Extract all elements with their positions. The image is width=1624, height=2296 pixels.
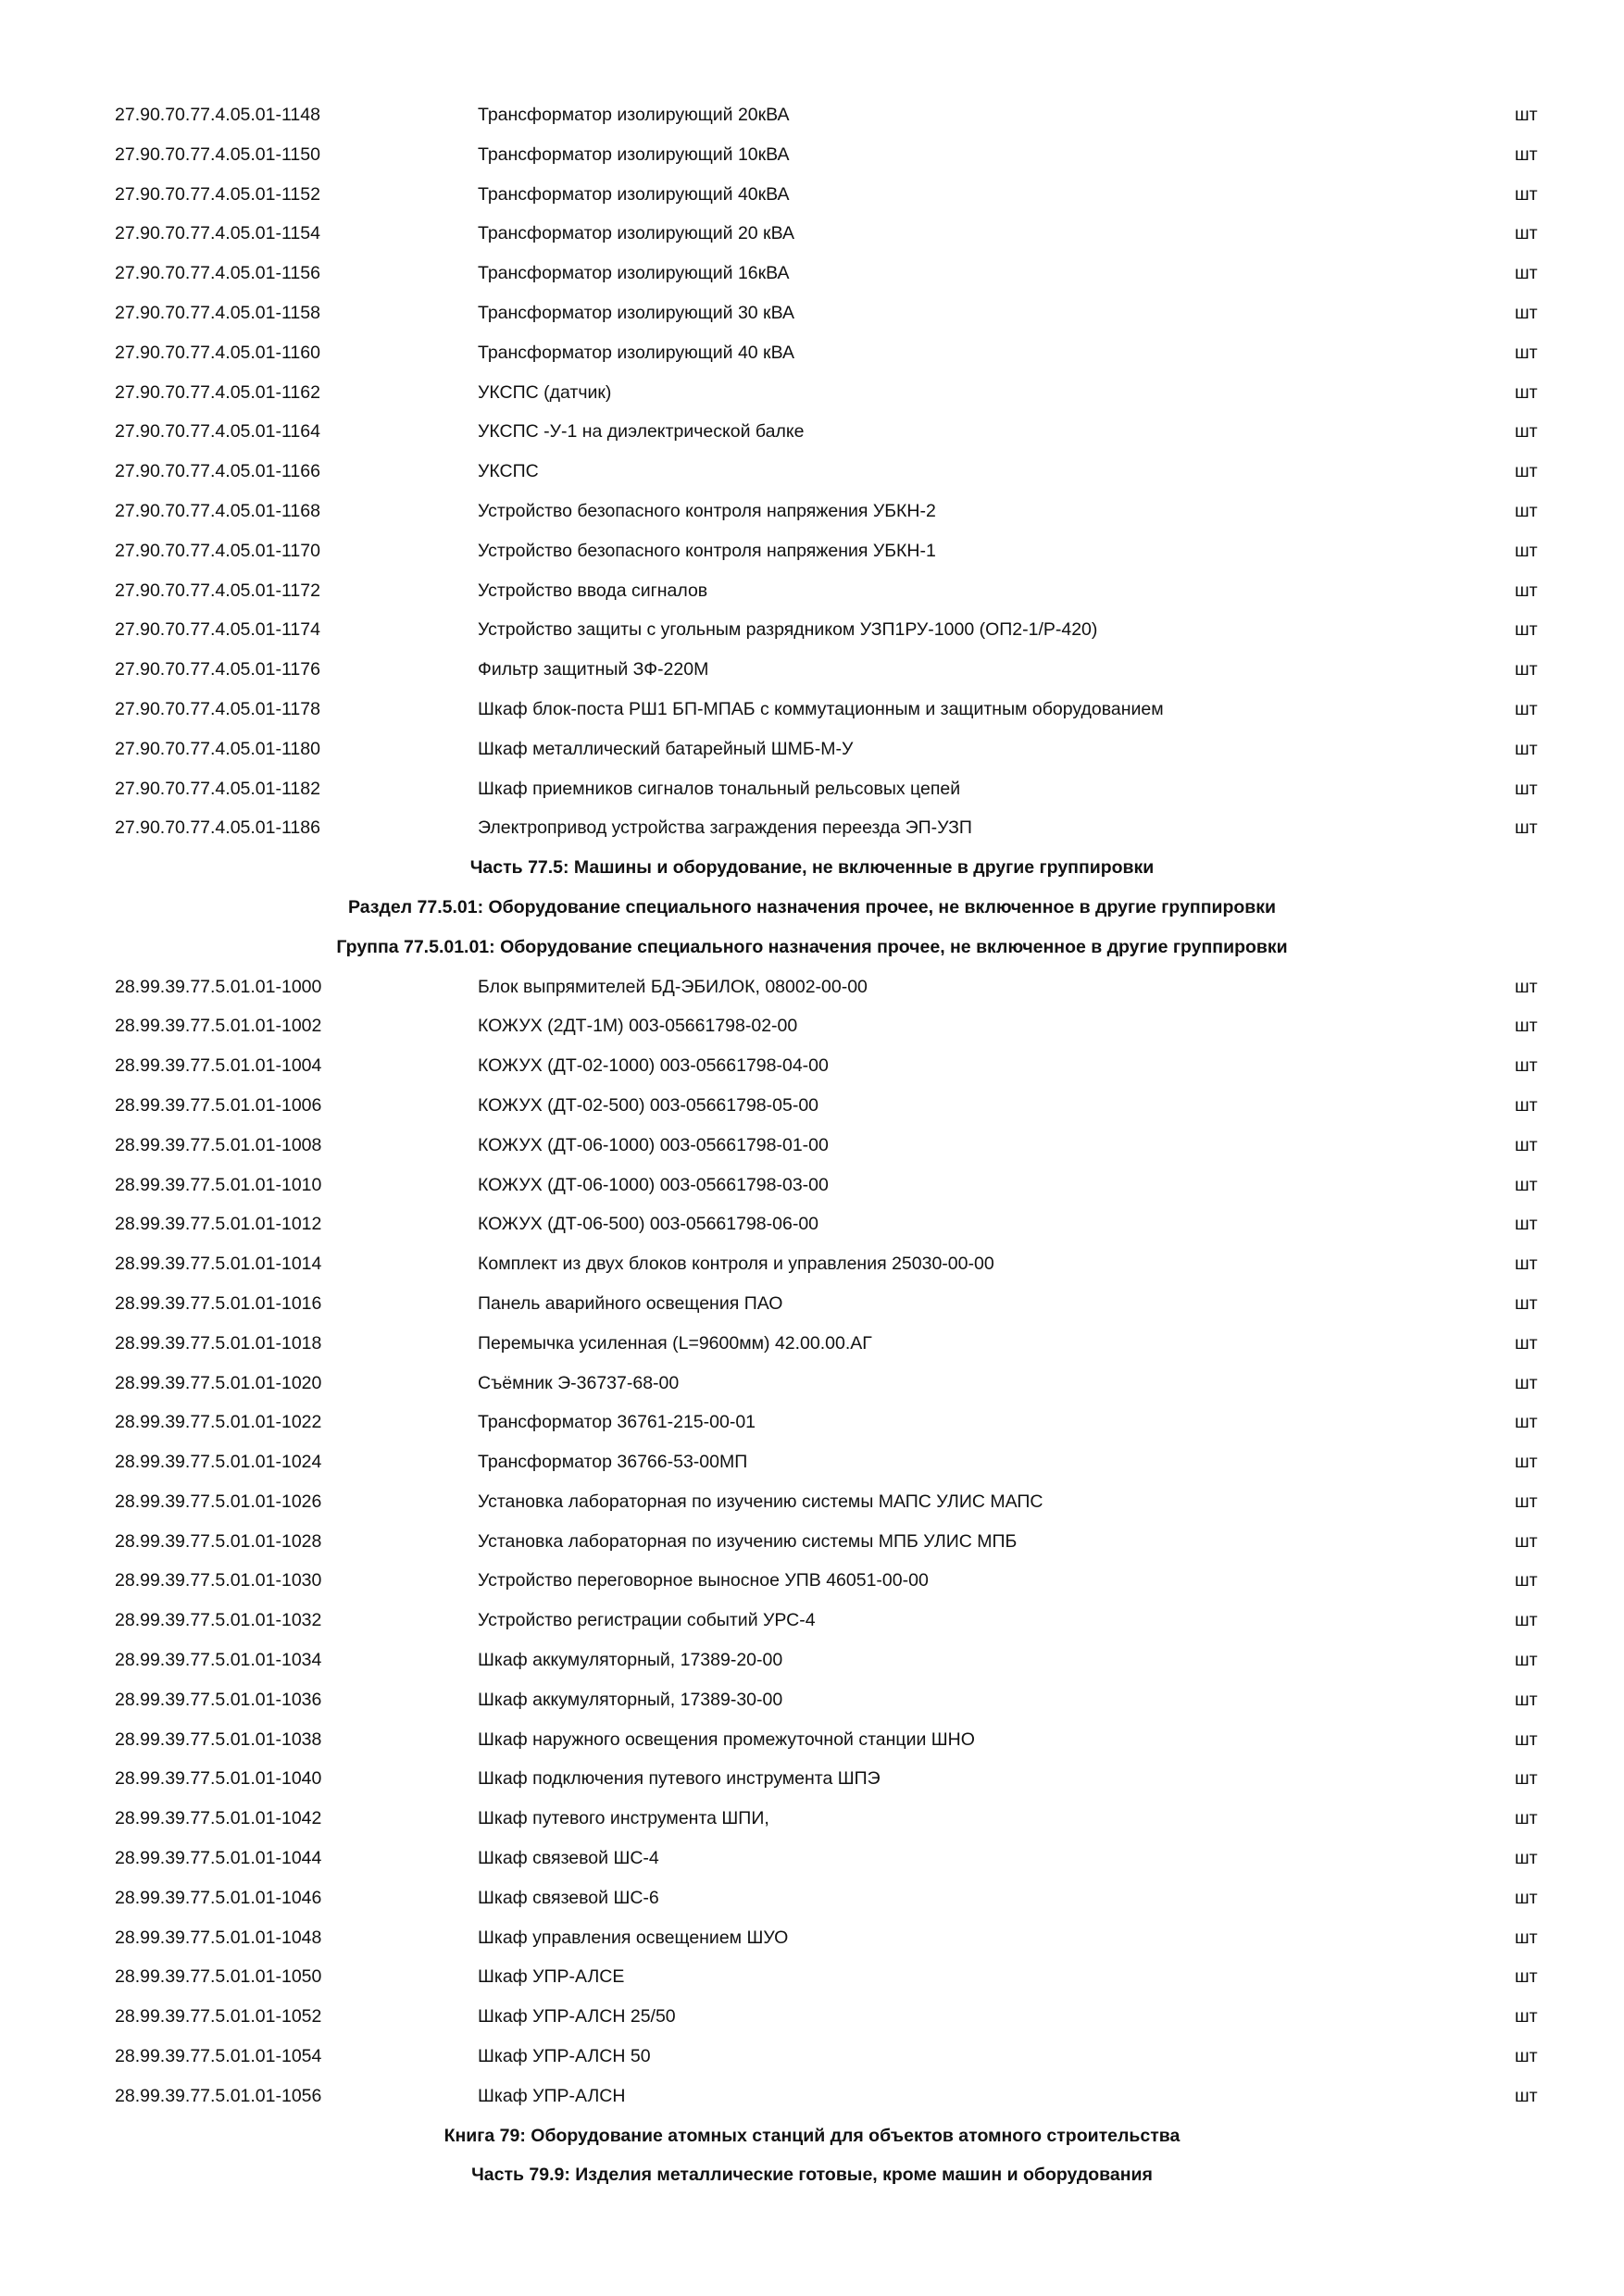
- item-name: Трансформатор изолирующий 40 кВА: [478, 342, 794, 363]
- item-name: Установка лабораторная по изучению системы МПБ УЛИС МПБ: [478, 1530, 1018, 1552]
- table-row: [0, 254, 1624, 293]
- section-heading-text: Книга 79: Оборудование атомных станций для объектов атомного строительства: [443, 2125, 1181, 2146]
- section-heading: [0, 2155, 1624, 2195]
- item-unit: шт: [1515, 1016, 1538, 1037]
- item-name: Съёмник Э-36737-68-00: [478, 1372, 680, 1393]
- table-row: [0, 412, 1624, 452]
- item-unit: шт: [1515, 659, 1538, 680]
- item-unit: шт: [1515, 1610, 1538, 1631]
- item-code: 28.99.39.77.5.01.01-1026: [115, 1491, 322, 1512]
- table-row: [0, 1126, 1624, 1166]
- item-unit: шт: [1515, 1094, 1538, 1116]
- item-code: 28.99.39.77.5.01.01-1014: [115, 1254, 322, 1275]
- item-unit: шт: [1515, 1332, 1538, 1354]
- item-unit: шт: [1515, 1412, 1538, 1433]
- item-unit: шт: [1515, 1134, 1538, 1155]
- item-name: Шкаф УПР-АЛСН 50: [478, 2046, 651, 2067]
- item-code: 28.99.39.77.5.01.01-1052: [115, 2006, 322, 2028]
- item-code: 28.99.39.77.5.01.01-1032: [115, 1610, 322, 1631]
- item-unit: шт: [1515, 1530, 1538, 1552]
- table-row: [0, 135, 1624, 175]
- item-name: Шкаф приемников сигналов тональный рельсовых цепей: [478, 778, 961, 799]
- section-heading-text: Часть 79.9: Изделия металлические готовые, кроме машин и оборудования: [471, 2165, 1153, 2186]
- item-unit: шт: [1515, 2006, 1538, 2028]
- item-code: 27.90.70.77.4.05.01-1154: [115, 223, 320, 244]
- table-row: [0, 1997, 1624, 2037]
- item-unit: шт: [1515, 778, 1538, 799]
- item-unit: шт: [1515, 1055, 1538, 1077]
- table-row: [0, 1364, 1624, 1404]
- table-row: [0, 650, 1624, 690]
- table-row: [0, 967, 1624, 1007]
- item-code: 28.99.39.77.5.01.01-1018: [115, 1332, 322, 1354]
- item-name: УКСПС: [478, 461, 539, 482]
- item-code: 28.99.39.77.5.01.01-1006: [115, 1094, 322, 1116]
- item-unit: шт: [1515, 105, 1538, 125]
- table-row: [0, 373, 1624, 413]
- table-row: [0, 1839, 1624, 1878]
- item-unit: шт: [1515, 1808, 1538, 1829]
- item-name: Комплект из двух блоков контроля и управления 25030-00-00: [478, 1254, 994, 1275]
- table-row: [0, 1641, 1624, 1680]
- table-row: [0, 730, 1624, 769]
- item-unit: шт: [1515, 1887, 1538, 1908]
- section-heading: [0, 848, 1624, 888]
- item-unit: шт: [1515, 1174, 1538, 1195]
- item-unit: шт: [1515, 1689, 1538, 1710]
- item-unit: шт: [1515, 342, 1538, 363]
- table-row: [0, 1759, 1624, 1799]
- table-row: [0, 2037, 1624, 2077]
- item-unit: шт: [1515, 302, 1538, 323]
- item-code: 28.99.39.77.5.01.01-1022: [115, 1412, 322, 1433]
- item-unit: шт: [1515, 976, 1538, 997]
- item-code: 28.99.39.77.5.01.01-1030: [115, 1570, 322, 1591]
- item-code: 27.90.70.77.4.05.01-1152: [115, 183, 320, 205]
- item-name: Устройство ввода сигналов: [478, 580, 708, 601]
- item-code: 27.90.70.77.4.05.01-1182: [115, 778, 320, 799]
- item-name: Шкаф связевой ШС-6: [478, 1887, 659, 1908]
- table-row: [0, 1046, 1624, 1086]
- table-row: [0, 1204, 1624, 1244]
- item-name: УКСПС -У-1 на диэлектрической балке: [478, 421, 805, 443]
- table-row: [0, 1522, 1624, 1562]
- item-unit: шт: [1515, 381, 1538, 403]
- table-row: [0, 1561, 1624, 1601]
- section-heading: [0, 928, 1624, 967]
- item-unit: шт: [1515, 619, 1538, 641]
- item-name: Шкаф подключения путевого инструмента ШПЭ: [478, 1768, 881, 1790]
- table-row: [0, 1244, 1624, 1284]
- item-code: 28.99.39.77.5.01.01-1004: [115, 1055, 322, 1077]
- item-unit: шт: [1515, 223, 1538, 244]
- item-code: 28.99.39.77.5.01.01-1048: [115, 1927, 322, 1948]
- table-row: [0, 1324, 1624, 1364]
- table-row: [0, 808, 1624, 848]
- item-name: Трансформатор изолирующий 16кВА: [478, 263, 790, 284]
- item-unit: шт: [1515, 1848, 1538, 1869]
- item-name: Трансформатор изолирующий 40кВА: [478, 183, 790, 205]
- item-code: 27.90.70.77.4.05.01-1164: [115, 421, 320, 443]
- item-name: Шкаф связевой ШС-4: [478, 1848, 659, 1869]
- item-code: 28.99.39.77.5.01.01-1046: [115, 1887, 322, 1908]
- item-code: 27.90.70.77.4.05.01-1148: [115, 105, 320, 125]
- item-name: КОЖУХ (ДТ-02-1000) 003-05661798-04-00: [478, 1055, 829, 1077]
- item-code: 28.99.39.77.5.01.01-1002: [115, 1016, 322, 1037]
- table-row: [0, 1086, 1624, 1126]
- item-name: Устройство безопасного контроля напряжения УБКН-2: [478, 500, 936, 521]
- item-code: 27.90.70.77.4.05.01-1178: [115, 698, 320, 719]
- section-heading-text: Часть 77.5: Машины и оборудование, не включенные в другие группировки: [469, 857, 1155, 879]
- table-row: [0, 175, 1624, 215]
- item-name: КОЖУХ (ДТ-06-500) 003-05661798-06-00: [478, 1214, 819, 1235]
- item-code: 27.90.70.77.4.05.01-1166: [115, 461, 320, 482]
- table-row: [0, 1284, 1624, 1324]
- item-code: 28.99.39.77.5.01.01-1056: [115, 2085, 322, 2106]
- item-name: Трансформатор изолирующий 20кВА: [478, 105, 790, 125]
- document-sheet: [0, 95, 1624, 2195]
- item-name: Шкаф УПР-АЛСН: [478, 2085, 626, 2106]
- item-name: Панель аварийного освещения ПАО: [478, 1292, 783, 1314]
- table-row: [0, 214, 1624, 254]
- item-unit: шт: [1515, 1927, 1538, 1948]
- item-unit: шт: [1515, 1452, 1538, 1473]
- item-unit: шт: [1515, 1292, 1538, 1314]
- item-name: Шкаф металлический батарейный ШМБ-М-У: [478, 738, 854, 759]
- item-code: 28.99.39.77.5.01.01-1010: [115, 1174, 322, 1195]
- item-unit: шт: [1515, 1570, 1538, 1591]
- table-row: [0, 769, 1624, 809]
- item-name: Шкаф УПР-АЛСЕ: [478, 1966, 625, 1988]
- table-row: [0, 2077, 1624, 2116]
- item-code: 28.99.39.77.5.01.01-1008: [115, 1134, 322, 1155]
- item-name: КОЖУХ (ДТ-06-1000) 003-05661798-03-00: [478, 1174, 829, 1195]
- item-name: Шкаф УПР-АЛСН 25/50: [478, 2006, 676, 2028]
- table-row: [0, 492, 1624, 531]
- item-name: Шкаф путевого инструмента ШПИ,: [478, 1808, 769, 1829]
- item-name: Трансформатор изолирующий 20 кВА: [478, 223, 794, 244]
- item-unit: шт: [1515, 2046, 1538, 2067]
- item-code: 28.99.39.77.5.01.01-1034: [115, 1650, 322, 1671]
- section-heading-text: Группа 77.5.01.01: Оборудование специального назначения прочее, не включенное в другие группировки: [336, 936, 1288, 957]
- item-code: 27.90.70.77.4.05.01-1174: [115, 619, 320, 641]
- item-code: 27.90.70.77.4.05.01-1162: [115, 381, 320, 403]
- item-unit: шт: [1515, 1372, 1538, 1393]
- table-row: [0, 95, 1624, 135]
- item-code: 28.99.39.77.5.01.01-1044: [115, 1848, 322, 1869]
- item-code: 27.90.70.77.4.05.01-1186: [115, 817, 320, 839]
- table-row: [0, 1442, 1624, 1482]
- item-name: Устройство регистрации событий УРС-4: [478, 1610, 816, 1631]
- item-unit: шт: [1515, 580, 1538, 601]
- item-name: Шкаф управления освещением ШУО: [478, 1927, 789, 1948]
- item-unit: шт: [1515, 1214, 1538, 1235]
- table-row: [0, 333, 1624, 373]
- table-row: [0, 452, 1624, 492]
- item-unit: шт: [1515, 144, 1538, 165]
- item-name: Электропривод устройства заграждения переезда ЭП-УЗП: [478, 817, 972, 839]
- item-code: 28.99.39.77.5.01.01-1016: [115, 1292, 322, 1314]
- item-code: 28.99.39.77.5.01.01-1042: [115, 1808, 322, 1829]
- item-code: 27.90.70.77.4.05.01-1170: [115, 540, 320, 561]
- item-unit: шт: [1515, 500, 1538, 521]
- item-code: 28.99.39.77.5.01.01-1028: [115, 1530, 322, 1552]
- item-code: 28.99.39.77.5.01.01-1036: [115, 1689, 322, 1710]
- item-code: 28.99.39.77.5.01.01-1000: [115, 976, 322, 997]
- item-code: 27.90.70.77.4.05.01-1158: [115, 302, 320, 323]
- item-code: 28.99.39.77.5.01.01-1012: [115, 1214, 322, 1235]
- table-row: [0, 531, 1624, 571]
- item-unit: шт: [1515, 698, 1538, 719]
- item-unit: шт: [1515, 817, 1538, 839]
- item-name: КОЖУХ (ДТ-06-1000) 003-05661798-01-00: [478, 1134, 829, 1155]
- table-row: [0, 1006, 1624, 1046]
- item-name: Шкаф аккумуляторный, 17389-30-00: [478, 1689, 783, 1710]
- table-row: [0, 690, 1624, 730]
- item-code: 27.90.70.77.4.05.01-1156: [115, 263, 320, 284]
- item-name: Устройство защиты с угольным разрядником УЗП1РУ-1000 (ОП2-1/Р-420): [478, 619, 1098, 641]
- item-name: Установка лабораторная по изучению системы МАПС УЛИС МАПС: [478, 1491, 1043, 1512]
- section-heading: [0, 888, 1624, 928]
- item-name: КОЖУХ (ДТ-02-500) 003-05661798-05-00: [478, 1094, 819, 1116]
- item-unit: шт: [1515, 183, 1538, 205]
- item-unit: шт: [1515, 738, 1538, 759]
- table-row: [0, 1403, 1624, 1442]
- item-name: Шкаф блок-поста РШ1 БП-МПАБ с коммутационным и защитным оборудованием: [478, 698, 1164, 719]
- table-row: [0, 1680, 1624, 1720]
- item-code: 27.90.70.77.4.05.01-1160: [115, 342, 320, 363]
- table-row: [0, 1918, 1624, 1958]
- item-name: Устройство переговорное выносное УПВ 46051-00-00: [478, 1570, 929, 1591]
- table-row: [0, 1720, 1624, 1760]
- item-name: Фильтр защитный ЗФ-220М: [478, 659, 709, 680]
- item-name: Перемычка усиленная (L=9600мм) 42.00.00.АГ: [478, 1332, 872, 1354]
- item-unit: шт: [1515, 1650, 1538, 1671]
- item-code: 28.99.39.77.5.01.01-1024: [115, 1452, 322, 1473]
- item-code: 28.99.39.77.5.01.01-1020: [115, 1372, 322, 1393]
- table-row: [0, 1799, 1624, 1839]
- table-row: [0, 1878, 1624, 1918]
- table-row: [0, 1166, 1624, 1205]
- item-code: 28.99.39.77.5.01.01-1050: [115, 1966, 322, 1988]
- table-row: [0, 610, 1624, 650]
- table-row: [0, 293, 1624, 333]
- item-unit: шт: [1515, 540, 1538, 561]
- item-code: 28.99.39.77.5.01.01-1040: [115, 1768, 322, 1790]
- item-unit: шт: [1515, 1728, 1538, 1750]
- item-name: Шкаф наружного освещения промежуточной станции ШНО: [478, 1728, 975, 1750]
- item-name: Трансформатор изолирующий 10кВА: [478, 144, 790, 165]
- item-unit: шт: [1515, 2085, 1538, 2106]
- item-unit: шт: [1515, 421, 1538, 443]
- item-unit: шт: [1515, 263, 1538, 284]
- section-heading: [0, 2116, 1624, 2156]
- table-row: [0, 571, 1624, 611]
- item-name: Блок выпрямителей БД-ЭБИЛОК, 08002-00-00: [478, 976, 868, 997]
- item-code: 27.90.70.77.4.05.01-1172: [115, 580, 320, 601]
- table-row: [0, 1482, 1624, 1522]
- item-name: Трансформатор 36761-215-00-01: [478, 1412, 756, 1433]
- section-heading-text: Раздел 77.5.01: Оборудование специального назначения прочее, не включенное в другие группировки: [347, 896, 1277, 917]
- table-row: [0, 1601, 1624, 1641]
- item-code: 28.99.39.77.5.01.01-1054: [115, 2046, 322, 2067]
- item-unit: шт: [1515, 1491, 1538, 1512]
- item-name: Шкаф аккумуляторный, 17389-20-00: [478, 1650, 783, 1671]
- item-unit: шт: [1515, 461, 1538, 482]
- item-code: 27.90.70.77.4.05.01-1176: [115, 659, 320, 680]
- item-unit: шт: [1515, 1768, 1538, 1790]
- table-row: [0, 1957, 1624, 1997]
- item-unit: шт: [1515, 1254, 1538, 1275]
- item-name: КОЖУХ (2ДТ-1М) 003-05661798-02-00: [478, 1016, 798, 1037]
- item-code: 27.90.70.77.4.05.01-1150: [115, 144, 320, 165]
- item-code: 27.90.70.77.4.05.01-1180: [115, 738, 320, 759]
- item-name: Трансформатор 36766-53-00МП: [478, 1452, 748, 1473]
- item-code: 27.90.70.77.4.05.01-1168: [115, 500, 320, 521]
- item-name: УКСПС (датчик): [478, 381, 612, 403]
- item-name: Устройство безопасного контроля напряжения УБКН-1: [478, 540, 936, 561]
- item-unit: шт: [1515, 1966, 1538, 1988]
- item-code: 28.99.39.77.5.01.01-1038: [115, 1728, 322, 1750]
- item-name: Трансформатор изолирующий 30 кВА: [478, 302, 794, 323]
